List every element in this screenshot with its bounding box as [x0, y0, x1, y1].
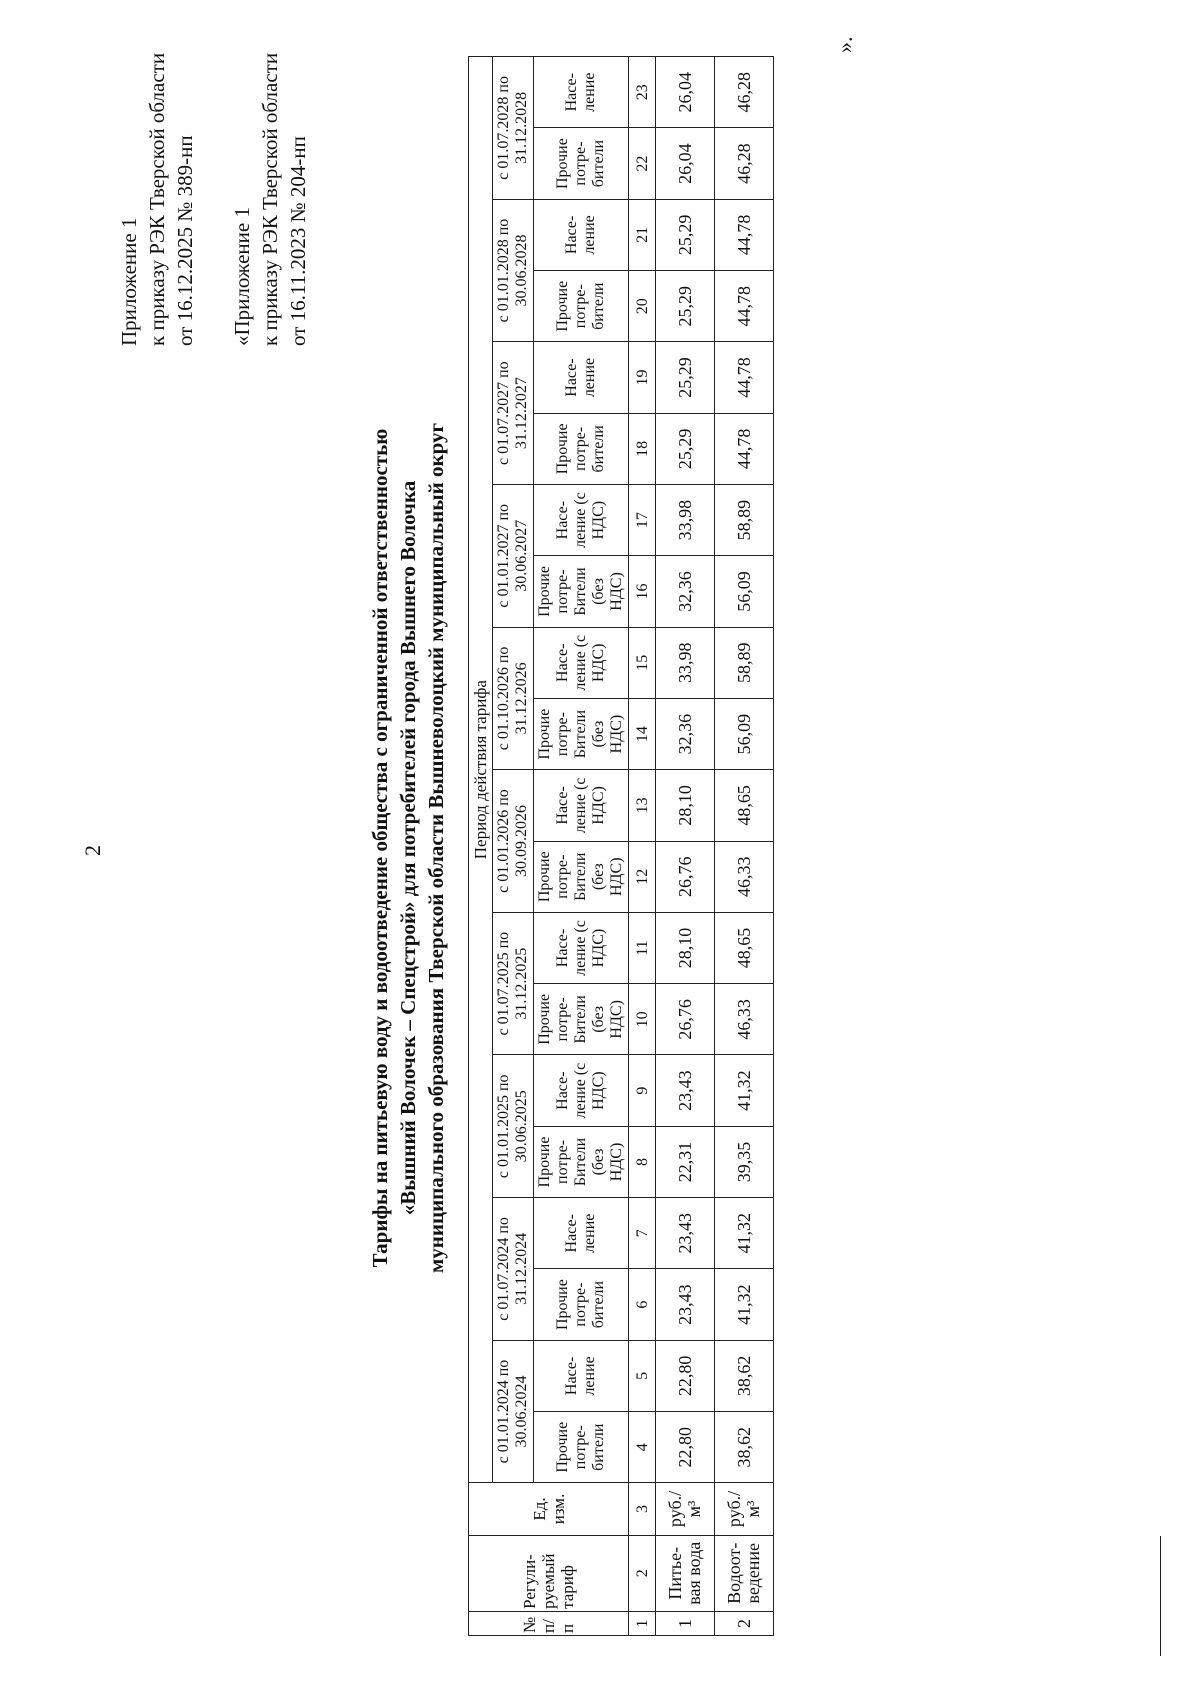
row-number: 1 — [656, 1611, 715, 1635]
period-header: с 01.07.2027 по 31.12.2027 — [493, 342, 534, 485]
tariff-value: 46,28 — [715, 128, 774, 199]
consumer-header: Насе-ление (с НДС) — [534, 484, 629, 555]
consumer-header: Насе-ление (с НДС) — [534, 770, 629, 841]
document-title — [366, 0, 450, 1696]
tariff-value: 23,43 — [656, 1269, 715, 1340]
tariff-value: 44,78 — [715, 199, 774, 270]
title-line2: «Вышний Волочек – Спецстрой» для потребителей города Вышнего Волочка — [396, 480, 420, 1216]
tariff-value: 22,80 — [656, 1412, 715, 1483]
tariff-value: 26,76 — [656, 841, 715, 912]
consumer-header: Прочие потре-Бители (без НДС) — [534, 984, 629, 1055]
column-number-row — [629, 57, 656, 1636]
period-header: с 01.01.2028 по 30.06.2028 — [493, 199, 534, 342]
appendix-current-line1: Приложение 1 — [117, 217, 141, 346]
table-row — [715, 57, 774, 1636]
period-header: с 01.07.2024 по 31.12.2024 — [493, 1198, 534, 1341]
tariff-value: 26,04 — [656, 128, 715, 199]
consumer-header: Насе-ление (с НДС) — [534, 1055, 629, 1126]
period-header: с 01.07.2025 по 31.12.2025 — [493, 912, 534, 1055]
tariff-value: 28,10 — [656, 770, 715, 841]
tariff-value: 46,33 — [715, 841, 774, 912]
column-number: 11 — [629, 912, 656, 983]
period-header: с 01.01.2024 по 30.06.2024 — [493, 1340, 534, 1483]
tariff-value: 33,98 — [656, 484, 715, 555]
row-number: 2 — [715, 1611, 774, 1635]
title-line1: Тарифы на питьевую воду и водоотведение общества с ограниченной ответственностью — [368, 428, 392, 1268]
period-header: с 01.10.2026 по 31.12.2026 — [493, 627, 534, 770]
tariff-value: 48,65 — [715, 770, 774, 841]
consumer-header: Прочие потре-бители — [534, 128, 629, 199]
tariff-value: 26,76 — [656, 984, 715, 1055]
consumer-header: Прочие потре-бители — [534, 413, 629, 484]
tariff-value: 58,89 — [715, 627, 774, 698]
consumer-header: Насе-ление — [534, 342, 629, 413]
consumer-header: Прочие потре-Бители (без НДС) — [534, 556, 629, 627]
tariff-value: 56,09 — [715, 556, 774, 627]
consumer-header: Прочие потре-Бители (без НДС) — [534, 1126, 629, 1197]
tariff-value: 58,89 — [715, 484, 774, 555]
tariff-value: 22,31 — [656, 1126, 715, 1197]
tariff-value: 25,29 — [656, 342, 715, 413]
column-number: 13 — [629, 770, 656, 841]
tariff-value: 32,36 — [656, 698, 715, 769]
column-number: 15 — [629, 627, 656, 698]
unit-cell: руб./м³ — [656, 1483, 715, 1535]
title-line3: муниципального образования Тверской области Вышневолоцкий муниципальный округ — [424, 422, 448, 1274]
tariff-value: 33,98 — [656, 627, 715, 698]
column-number: 17 — [629, 484, 656, 555]
tariff-value: 44,78 — [715, 413, 774, 484]
column-number: 19 — [629, 342, 656, 413]
tariff-name: Водоот-ведение — [715, 1535, 774, 1611]
page-number: 2 — [80, 845, 105, 856]
tariff-value: 32,36 — [656, 556, 715, 627]
tariff-value: 46,28 — [715, 57, 774, 128]
consumer-header: Прочие потре-бители — [534, 271, 629, 342]
header-row-consumers — [534, 57, 629, 1636]
tariff-value: 44,78 — [715, 342, 774, 413]
column-number: 7 — [629, 1198, 656, 1269]
consumer-header: Насе-ление (с НДС) — [534, 912, 629, 983]
closing-quote: ». — [832, 36, 857, 53]
tariff-value: 39,35 — [715, 1126, 774, 1197]
column-number: 14 — [629, 698, 656, 769]
tariff-value: 25,29 — [656, 199, 715, 270]
column-number: 8 — [629, 1126, 656, 1197]
tariff-value: 41,32 — [715, 1198, 774, 1269]
consumer-header: Прочие потре-бители — [534, 1412, 629, 1483]
header-unit: Ед. изм. — [469, 1483, 629, 1535]
consumer-header: Насе-ление — [534, 1198, 629, 1269]
tariff-value: 46,33 — [715, 984, 774, 1055]
tariff-value: 48,65 — [715, 912, 774, 983]
column-number: 5 — [629, 1340, 656, 1411]
consumer-header: Насе-ление — [534, 199, 629, 270]
column-number: 20 — [629, 271, 656, 342]
tariff-value: 25,29 — [656, 271, 715, 342]
consumer-header: Прочие потре-Бители (без НДС) — [534, 698, 629, 769]
header-row-dates — [493, 57, 534, 1636]
tariff-value: 38,62 — [715, 1412, 774, 1483]
tariff-table — [468, 56, 774, 1636]
consumer-header: Насе-ление — [534, 57, 629, 128]
header-tariff: Регули-руемый тариф — [469, 1535, 629, 1611]
column-number: 12 — [629, 841, 656, 912]
appendix-previous — [228, 53, 312, 346]
tariff-name: Питье-вая вода — [656, 1535, 715, 1611]
header-num: № п/п — [469, 1611, 629, 1635]
tariff-value: 41,32 — [715, 1269, 774, 1340]
tariff-value: 25,29 — [656, 413, 715, 484]
period-header: с 01.01.2026 по 30.09.2026 — [493, 770, 534, 913]
consumer-header: Насе-ление — [534, 1340, 629, 1411]
appendix-current — [115, 53, 199, 346]
tariff-value: 22,80 — [656, 1340, 715, 1411]
appendix-previous-line3: от 16.11.2023 № 204-нп — [286, 136, 310, 346]
column-number: 3 — [629, 1483, 656, 1535]
appendix-previous-line1: «Приложение 1 — [230, 207, 254, 346]
column-number: 22 — [629, 128, 656, 199]
period-header: с 01.01.2025 по 30.06.2025 — [493, 1055, 534, 1198]
consumer-header: Насе-ление (с НДС) — [534, 627, 629, 698]
tariff-value: 26,04 — [656, 57, 715, 128]
column-number: 1 — [629, 1611, 656, 1635]
period-header: с 01.07.2028 по 31.12.2028 — [493, 57, 534, 200]
column-number: 18 — [629, 413, 656, 484]
consumer-header: Прочие потре-Бители (без НДС) — [534, 841, 629, 912]
appendix-current-line3: от 16.12.2025 № 389-нп — [173, 135, 197, 346]
tariff-value: 23,43 — [656, 1055, 715, 1126]
column-number: 21 — [629, 199, 656, 270]
consumer-header: Прочие потре-бители — [534, 1269, 629, 1340]
column-number: 2 — [629, 1535, 656, 1611]
header-row-period — [469, 57, 493, 1636]
column-number: 16 — [629, 556, 656, 627]
column-number: 6 — [629, 1269, 656, 1340]
column-number: 10 — [629, 984, 656, 1055]
unit-cell: руб./м³ — [715, 1483, 774, 1535]
appendix-current-line2: к приказу РЭК Тверской области — [145, 52, 169, 346]
column-number: 23 — [629, 57, 656, 128]
column-number: 9 — [629, 1055, 656, 1126]
header-period: Период действия тарифа — [469, 57, 493, 1483]
tariff-value: 56,09 — [715, 698, 774, 769]
tariff-value: 41,32 — [715, 1055, 774, 1126]
tariff-value: 28,10 — [656, 912, 715, 983]
column-number: 4 — [629, 1412, 656, 1483]
tariff-value: 38,62 — [715, 1340, 774, 1411]
appendix-previous-line2: к приказу РЭК Тверской области — [258, 52, 282, 346]
table-row — [656, 57, 715, 1636]
footer-rule — [1160, 1536, 1161, 1656]
tariff-value: 44,78 — [715, 271, 774, 342]
period-header: с 01.01.2027 по 30.06.2027 — [493, 484, 534, 627]
tariff-value: 23,43 — [656, 1198, 715, 1269]
